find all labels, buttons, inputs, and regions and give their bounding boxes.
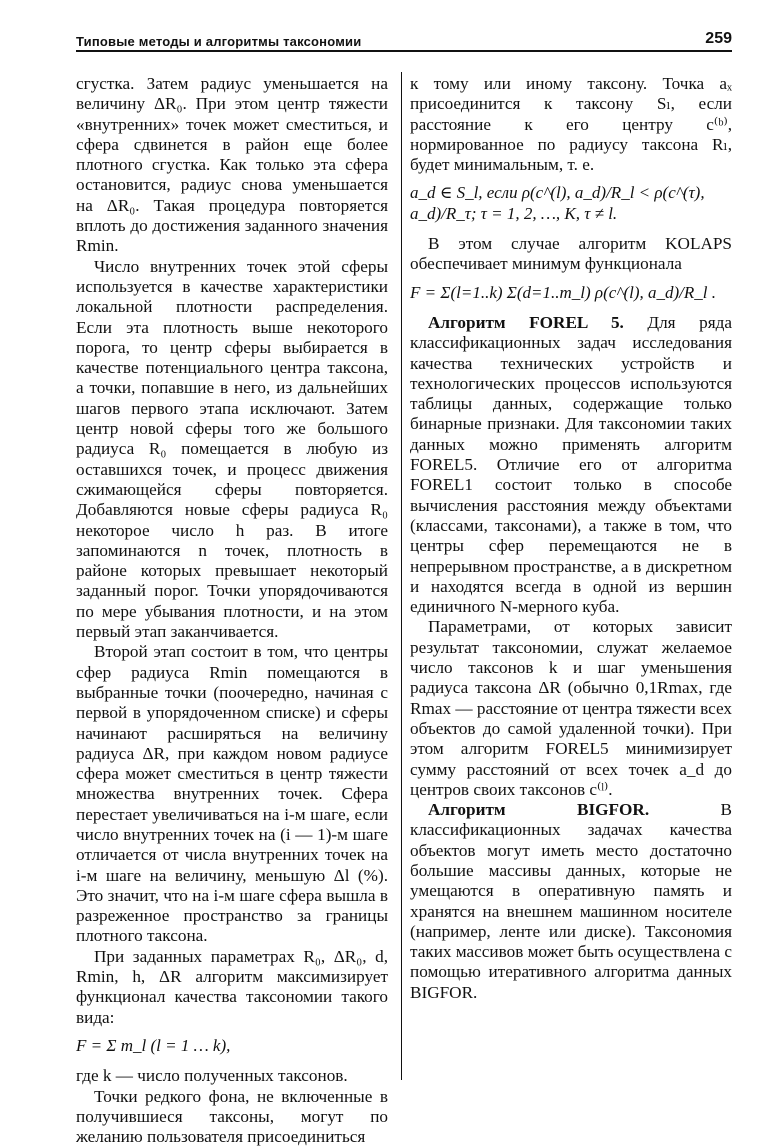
paragraph: Второй этап состоит в том, что центры сфер радиуса Rmin помещаются в выбранные точки (поочередно, начиная с первой в упорядоченном списке) и сферы начинают расширяться на величину радиуса ΔR, при каждом новом радиусе сфера может сместиться в центр тяжести множества внутренних точек. Сфера перестает увеличиваться на i-м шаге, если число внутренних точек на (i — 1)-м шаге отличается от числа внутренних точек на i-м шаге на величину, меньшую Δl (%). Это значит, что на i-м шаге сфера вышла в разреженное пространство за границы плотного таксона. [76,642,388,946]
formula-functional [410,283,732,303]
formula-text: F = Σ m_l (l = 1 … k), [76,1035,231,1055]
right-column [410,74,732,1003]
paragraph: Параметрами, от которых зависит результат таксономии, служат желаемое число таксонов k и шаг уменьшения радиуса таксона ΔR (обычно 0,1Rmax, где Rmax — расстояние от центра тяжести всех объектов до самой удаленной точки). При этом алгоритм FOREL5 минимизирует сумму расстояний от всех точек a_d до центров своих таксонов c⁽ˡ⁾. [410,617,732,799]
paragraph: При заданных параметрах R₀, ΔR₀, d, Rmin, h, ΔR алгоритм максимизирует функционал качества таксономии такого вида: [76,946,388,1027]
paragraph: сгустка. Затем радиус уменьшается на величину ΔR₀. При этом центр тяжести «внутренних» точек может сместиться, и сфера сдвинется в район еще более плотного сгустка. Как только эта сфера остановится, радиус снова уменьшается на ΔR₀. Такая процедура повторяется вплоть до достижения заданного значения Rmin. [76,74,388,256]
running-title: Типовые методы и алгоритмы таксономии [76,34,362,49]
heading-forel5: Алгоритм FOREL 5. [428,312,624,332]
paragraph: где k — число полученных таксонов. [76,1066,348,1086]
paragraph-bigfor [410,800,732,1003]
paragraph-forel5 [410,313,732,617]
paragraph: к тому или иному таксону. Точка aₓ присоединится к таксону Sₗ, если расстояние к его центру c⁽ᵇ⁾, нормированное по радиусу таксона Rₗ, будет минимальным, т. е. [410,74,732,175]
paragraph: В этом случае алгоритм KOLAPS обеспечивает минимум функционала [410,234,732,274]
page-number: 259 [705,30,732,47]
heading-bigfor: Алгоритм BIGFOR. [428,800,650,820]
formula-assignment [410,183,732,224]
paragraph: Число внутренних точек этой сферы используется в качестве характеристики локальной плотности распределения. Если эта плотность выше некоторого порога, то центр сферы выбирается в качестве потенциального центра таксона, а точки, попавшие в него, из дальнейших шагов первого этапа исключают. Затем центр новой сферы того же большого радиуса R₀ помещается в любую из оставшихся точек, и процесс движения сжимающейся сферы повторяется. Добавляются новые сферы радиуса R₀ некоторое число h раз. В итоге запоминаются n точек, плотность в районе которых превышает некоторый заданный порог. Точки упорядочиваются по мере убывания плотности, и на этом первый этап заканчивается. [76,256,388,642]
paragraph-text: Для ряда классификационных задач исследования качества технических устройств и технологических процессов используются таблицы данных, содержащие только бинарные признаки. Для таксономии таких данных можно применять алгоритм FOREL5. Отличие его от алгоритма FOREL1 состоит только в способе вычисления расстояния между объектами (классами, таксонами), а также в том, что центры сфер перемещаются не в непрерывном пространстве, а в дискретном и находятся всегда в одной из вершин единичного N-мерного куба. [410,312,732,617]
header-rule [76,50,732,52]
paragraph-text: В классификационных задачах качества объектов могут иметь место достаточно большие массивы данных, которые не умещаются в оперативную память и хранятся на внешнем машинном носителе (например, ленте или диске). Таксономия таких массивов может быть осуществлена с помощью итеративного алгоритма данных BIGFOR. [410,800,732,1002]
column-divider [401,72,402,1080]
paragraph: Точки редкого фона, не включенные в получившиеся таксоны, могут по желанию пользователя присоединиться [76,1086,388,1147]
formula-sum-ml [76,1036,388,1056]
formula-text: F = Σ(l=1..k) Σ(d=1..m_l) ρ(c^(l), a_d)/R_l . [410,282,716,302]
left-column [76,74,388,1147]
formula-text: a_d ∈ S_l, если ρ(c^(l), a_d)/R_l < ρ(c^(τ), a_d)/R_τ; τ = 1, 2, …, K, τ ≠ l. [410,183,705,223]
